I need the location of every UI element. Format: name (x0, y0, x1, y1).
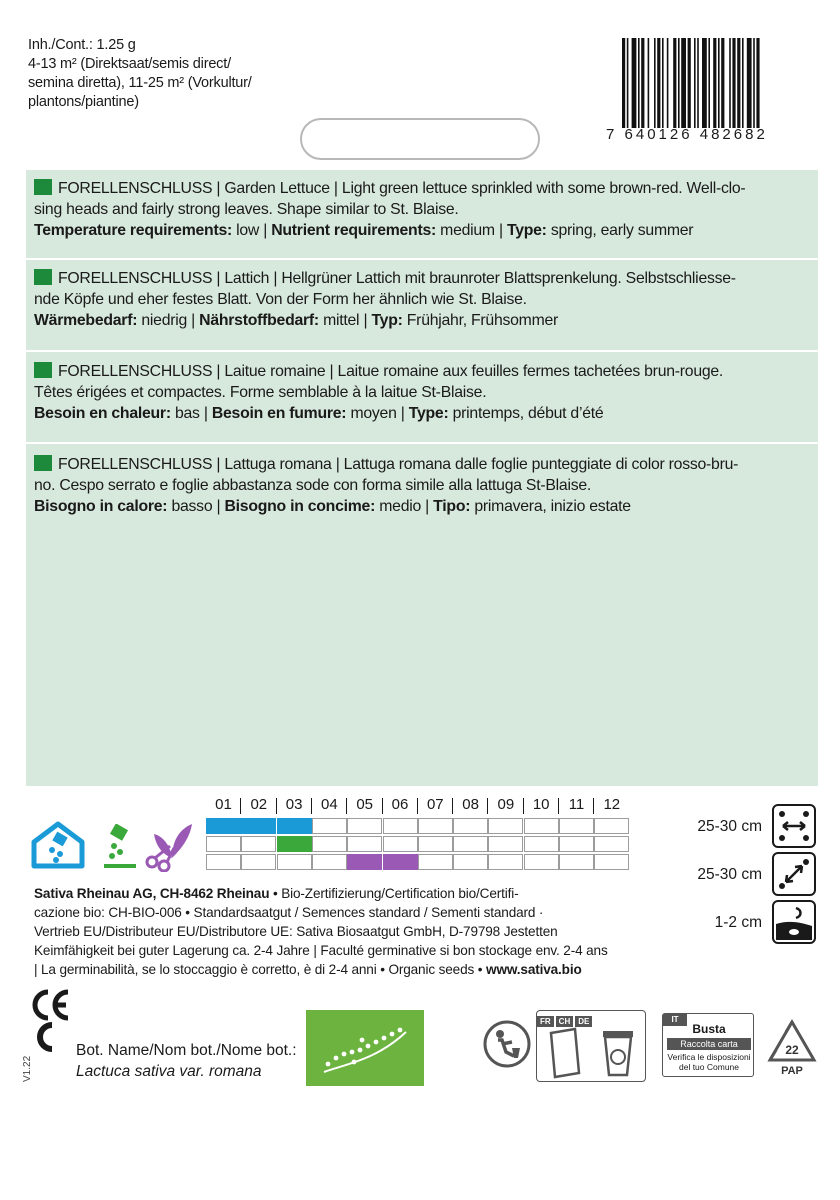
company-line: • Bio-Zertifizierung/Certification bio/Certifi- (269, 886, 519, 901)
barcode-bar (641, 38, 644, 128)
description-en (34, 178, 814, 241)
barcode-bar (713, 38, 716, 128)
barcode-bar (702, 38, 707, 128)
barcode-bar (622, 38, 625, 128)
calendar-month-label: 02 (250, 796, 268, 813)
description-line: sing heads and fairly strong leaves. Shape similar to St. Blaise. (34, 201, 459, 218)
prop-label: Nährstoffbedarf: (199, 312, 319, 329)
company-line: cazione bio: CH-BIO-006 • Standardsaatgut / Semences standard / Sementi standard · (34, 905, 544, 920)
calendar-cell (453, 818, 488, 834)
calendar-month-separator (276, 798, 277, 814)
calendar-month-separator (523, 798, 524, 814)
calendar-cell (488, 836, 523, 852)
barcode-number: 7 640126 482682 (606, 126, 768, 143)
barcode-bar (648, 38, 650, 128)
description-line: nde Köpfe und eher festes Blatt. Von der Form her ähnlich wie St. Blaise. (34, 291, 527, 308)
description-line: FORELLENSCHLUSS | Laitue romaine | Laitue romaine aux feuilles fermes tachetées brun-rouge. (58, 363, 724, 380)
description-line: Têtes érigées et compactes. Forme semblable à la laitue St-Blaise. (34, 384, 487, 401)
calendar-month-label: 01 (215, 796, 232, 813)
calendar-cell (559, 818, 594, 834)
prop-label: Type: (408, 405, 449, 422)
barcode-bar (673, 38, 676, 128)
barcode-bar (688, 38, 691, 128)
divider (26, 258, 818, 260)
barcode-bar (732, 38, 735, 128)
calendar-month-label: 10 (532, 796, 550, 813)
calendar-month-separator (346, 798, 347, 814)
calendar-cell-sowing-under-cover (206, 818, 241, 834)
calendar-cell (594, 854, 629, 870)
requirements-line: Bisogno in calore: basso | Bisogno in concime: medio | Tipo: primavera, inizio estate (34, 498, 631, 515)
barcode-bar (721, 38, 724, 128)
content-line: plantons/piantine) (28, 94, 139, 110)
row-spacing-icon (772, 804, 816, 848)
calendar-cell (241, 854, 276, 870)
calendar-cell (418, 854, 453, 870)
barcode-bar (729, 38, 731, 128)
pap-recycling-icon (764, 1018, 820, 1078)
calendar-cell (594, 818, 629, 834)
calendar-cell-harvest (383, 854, 418, 870)
calendar-cell (383, 818, 418, 834)
barcode-bar (756, 38, 759, 128)
calendar-cell (453, 854, 488, 870)
calendar-month-separator (417, 798, 418, 814)
prop-label: Tipo: (433, 498, 471, 515)
barcode-bar (694, 38, 696, 128)
calendar-cell-sowing-under-cover (241, 818, 276, 834)
busta-note-line: del tuo Comune (678, 1062, 739, 1072)
version-label: V1.22 (22, 1055, 33, 1082)
requirements-line: Wärmebedarf: niedrig | Nährstoffbedarf: mittel | Typ: Frühjahr, Frühsommer (34, 312, 559, 329)
calendar-cell (347, 818, 382, 834)
content-info (28, 36, 318, 112)
recycle-dispose-icon (482, 1016, 532, 1072)
company-line: Vertrieb EU/Distributeur EU/Distributore UE: Sativa Biosaatgut GmbH, D-79798 Jestetten (34, 924, 558, 939)
calendar-month-separator (452, 798, 453, 814)
sowing-depth-value: 1-2 cm (714, 914, 762, 931)
calendar-cell (277, 854, 312, 870)
triman-fr-ch-de-panel (536, 1010, 646, 1082)
calendar-month-separator (487, 798, 488, 814)
plant-spacing-icon (772, 852, 816, 896)
busta-title: Busta (692, 1022, 726, 1036)
calendar-month-label: 04 (321, 796, 338, 813)
calendar-month-label: 12 (603, 796, 621, 813)
calendar-month-label: 03 (285, 796, 303, 813)
prop-value: niedrig (141, 312, 188, 329)
calendar-cell (559, 854, 594, 870)
bullet-square-icon (34, 455, 52, 471)
eu-organic-logo (306, 1010, 424, 1086)
calendar-cell-harvest (347, 854, 382, 870)
company-info (34, 884, 674, 979)
prop-value: primavera, inizio estate (474, 498, 631, 515)
calendar-cell (524, 818, 559, 834)
prop-label: Bisogno in calore: (34, 498, 168, 515)
barcode-bar (718, 38, 720, 128)
divider (26, 350, 818, 352)
calendar-month-separator (593, 798, 594, 814)
calendar-cell (488, 854, 523, 870)
calendar-month-label: 09 (497, 796, 515, 813)
website-link[interactable]: www.sativa.bio (486, 962, 582, 977)
prop-value: basso (171, 498, 213, 515)
calendar-cell (206, 836, 241, 852)
barcode (622, 38, 818, 128)
barcode-bar (654, 38, 656, 128)
botanical-label: Bot. Name/Nom bot./Nome bot.: (76, 1042, 297, 1059)
botanical-name: Lactuca sativa var. romana (76, 1063, 262, 1080)
calendar-month-separator (382, 798, 383, 814)
barcode-bar (632, 38, 637, 128)
country-tag: FR (537, 1016, 554, 1027)
barcode-bar (747, 38, 752, 128)
calendar-cell (347, 836, 382, 852)
calendar-cell (488, 818, 523, 834)
calendar-cell (559, 836, 594, 852)
company-name: Sativa Rheinau AG, CH-8462 Rheinau (34, 886, 270, 901)
calendar-cell (418, 836, 453, 852)
barcode-bar (678, 38, 680, 128)
barcode-bar (742, 38, 744, 128)
bullet-square-icon (34, 179, 52, 195)
content-line: semina diretta), 11-25 m² (Vorkultur/ (28, 75, 252, 91)
country-tag: CH (556, 1016, 574, 1027)
calendar-month-label: 06 (391, 796, 409, 813)
country-tag: DE (575, 1016, 592, 1027)
barcode-bar (657, 38, 660, 128)
busta-note (663, 1052, 755, 1072)
divider (26, 442, 818, 444)
barcode-bar (667, 38, 669, 128)
calendar-cell-direct-sowing (277, 836, 312, 852)
bullet-square-icon (34, 362, 52, 378)
calendar-cell (312, 836, 347, 852)
prop-label: Type: (506, 222, 547, 239)
plant-spacing-value: 25-30 cm (697, 866, 762, 883)
pap-number: 22 (785, 1043, 799, 1057)
calendar-month-separator (240, 798, 241, 814)
description-it (34, 454, 814, 517)
row-spacing-value: 25-30 cm (697, 818, 762, 835)
description-fr (34, 361, 814, 424)
calendar-month-label: 05 (356, 796, 374, 813)
description-line: FORELLENSCHLUSS | Garden Lettuce | Light green lettuce sprinkled with some brown-red. Well-clo- (58, 180, 746, 197)
barcode-bar (753, 38, 755, 128)
prop-label: Wärmebedarf: (34, 312, 138, 329)
barcode-bar (737, 38, 740, 128)
calendar-cell (206, 854, 241, 870)
pap-label: PAP (781, 1065, 803, 1077)
bullet-square-icon (34, 269, 52, 285)
barcode-bar (697, 38, 699, 128)
description-panel (26, 170, 818, 786)
calendar-cell (453, 836, 488, 852)
prop-label: Bisogno in concime: (224, 498, 376, 515)
calendar-cell (312, 854, 347, 870)
description-de (34, 268, 814, 331)
calendar-cell (312, 818, 347, 834)
prop-value: medio (379, 498, 422, 515)
prop-value: printemps, début d’été (452, 405, 604, 422)
busta-recycling-label (662, 1013, 754, 1077)
greenhouse-sowing-icon (30, 820, 86, 870)
calendar-cell (383, 836, 418, 852)
c-mark-icon (28, 1022, 72, 1052)
ce-mark-icon (28, 988, 72, 1022)
barcode-bar (627, 38, 629, 128)
calendar-cell (524, 854, 559, 870)
calendar-month-label: 11 (568, 796, 585, 813)
prop-label: Nutrient requirements: (271, 222, 437, 239)
content-line: 4-13 m² (Direktsaat/semis direct/ (28, 56, 231, 72)
barcode-bar (681, 38, 686, 128)
company-line: Keimfähigkeit bei guter Lagerung ca. 2-4 Jahre | Faculté germinative si bon stockage env. 2-4 ans (34, 943, 608, 958)
prop-value: low (236, 222, 260, 239)
busta-note-line: Verifica le disposizioni (667, 1052, 751, 1062)
description-line: FORELLENSCHLUSS | Lattich | Hellgrüner Lattich mit braunroter Blattsprenkelung. Selbstschliesse- (58, 270, 736, 287)
barcode-bar (708, 38, 710, 128)
country-tag: IT (663, 1014, 687, 1026)
barcode-bar (662, 38, 664, 128)
calendar-cell (524, 836, 559, 852)
prop-value: medium (440, 222, 495, 239)
prop-value: bas (174, 405, 200, 422)
calendar-cell (418, 818, 453, 834)
botanical-name-block (76, 1040, 297, 1082)
calendar-cell (594, 836, 629, 852)
busta-material: Raccolta carta (667, 1038, 751, 1050)
description-line: FORELLENSCHLUSS | Lattuga romana | Lattuga romana dalle foglie punteggiate di color rosso-bru- (58, 456, 739, 473)
calendar-cell (241, 836, 276, 852)
barcode-bar (638, 38, 640, 128)
paper-bin-icon (545, 1027, 637, 1079)
hanger-slot (300, 118, 540, 160)
prop-label: Typ: (371, 312, 403, 329)
calendar-cell-sowing-under-cover (277, 818, 312, 834)
requirements-line: Besoin en chaleur: bas | Besoin en fumure: moyen | Type: printemps, début d’été (34, 405, 604, 422)
sowing-depth-icon (772, 900, 816, 944)
prop-label: Temperature requirements: (34, 222, 232, 239)
direct-sowing-icon (100, 824, 140, 870)
calendar-month-label: 08 (462, 796, 479, 813)
prop-value: mittel (323, 312, 360, 329)
harvest-scissors-icon (142, 818, 196, 872)
description-line: no. Cespo serrato e foglie abbastanza sode con forma simile alla lattuga St-Blaise. (34, 477, 592, 494)
calendar-month-separator (558, 798, 559, 814)
prop-label: Besoin en fumure: (211, 405, 347, 422)
company-line: | La germinabilità, se lo stoccaggio è corretto, è di 2-4 anni • Organic seeds • (34, 962, 487, 977)
requirements-line: Temperature requirements: low | Nutrient requirements: medium | Type: spring, early summer (34, 222, 694, 239)
content-line: Inh./Cont.: 1.25 g (28, 37, 136, 53)
prop-value: moyen (350, 405, 397, 422)
prop-label: Besoin en chaleur: (34, 405, 171, 422)
calendar-month-label: 07 (426, 796, 444, 813)
prop-value: Frühjahr, Frühsommer (406, 312, 559, 329)
prop-value: spring, early summer (550, 222, 694, 239)
calendar-month-separator (311, 798, 312, 814)
